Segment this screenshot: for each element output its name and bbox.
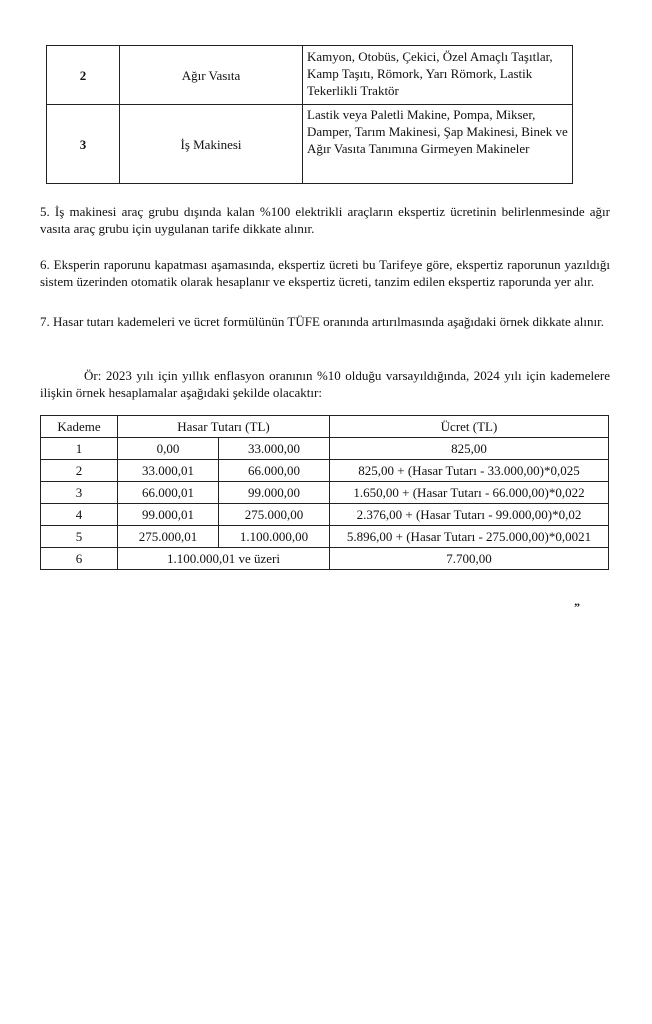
tier-min: 33.000,01 bbox=[118, 460, 219, 482]
tier-table bbox=[40, 415, 609, 570]
table-row bbox=[41, 438, 609, 460]
table-row bbox=[47, 46, 573, 105]
header-hasar-tutari: Hasar Tutarı (TL) bbox=[118, 416, 330, 438]
closing-quote-mark: ” bbox=[574, 600, 580, 614]
tier-kademe: 5 bbox=[41, 526, 118, 548]
tier-min: 275.000,01 bbox=[118, 526, 219, 548]
tier-fee: 825,00 bbox=[330, 438, 609, 460]
example-paragraph: Ör: 2023 yılı için yıllık enflasyon oranının %10 olduğu varsayıldığında, 2024 yılı için kademelere ilişkin örnek hesaplamalar aşağıdaki şekilde olacaktır: bbox=[40, 368, 610, 400]
table-row bbox=[41, 526, 609, 548]
tier-max: 33.000,00 bbox=[219, 438, 330, 460]
vehicle-group-table bbox=[46, 45, 573, 184]
tier-fee: 7.700,00 bbox=[330, 548, 609, 570]
tier-max: 99.000,00 bbox=[219, 482, 330, 504]
tier-range: 1.100.000,01 ve üzeri bbox=[118, 548, 330, 570]
tier-fee: 1.650,00 + (Hasar Tutarı - 66.000,00)*0,022 bbox=[330, 482, 609, 504]
tier-kademe: 2 bbox=[41, 460, 118, 482]
table-row bbox=[41, 504, 609, 526]
table-row bbox=[41, 548, 609, 570]
table-row bbox=[41, 460, 609, 482]
header-ucret: Ücret (TL) bbox=[330, 416, 609, 438]
paragraph-5: 5. İş makinesi araç grubu dışında kalan %100 elektrikli araçların ekspertiz ücretinin belirlenmesinde ağır vasıta araç grubu için uygulanan tarife dikkate alınır. bbox=[40, 204, 610, 236]
group-name: İş Makinesi bbox=[120, 105, 303, 184]
tier-kademe: 4 bbox=[41, 504, 118, 526]
group-description: Kamyon, Otobüs, Çekici, Özel Amaçlı Taşıtlar, Kamp Taşıtı, Römork, Yarı Römork, Lastik Tekerlikli Traktör bbox=[303, 46, 573, 105]
paragraph-6: 6. Eksperin raporunu kapatması aşamasında, ekspertiz ücreti bu Tarifeye göre, ekspertiz raporunun yazıldığı sistem üzerinden otomatik olarak hesaplanır ve ekspertiz ücreti, tanzim edilen ekspertiz raporunda yer alır. bbox=[40, 257, 610, 289]
tier-kademe: 6 bbox=[41, 548, 118, 570]
tier-fee: 2.376,00 + (Hasar Tutarı - 99.000,00)*0,02 bbox=[330, 504, 609, 526]
table-row bbox=[41, 482, 609, 504]
group-description: Lastik veya Paletli Makine, Pompa, Mikser, Damper, Tarım Makinesi, Şap Makinesi, Binek ve Ağır Vasıta Tanımına Girmeyen Makineler bbox=[303, 105, 573, 184]
tier-fee: 825,00 + (Hasar Tutarı - 33.000,00)*0,025 bbox=[330, 460, 609, 482]
table-row bbox=[47, 105, 573, 184]
tier-max: 275.000,00 bbox=[219, 504, 330, 526]
header-kademe: Kademe bbox=[41, 416, 118, 438]
tier-min: 66.000,01 bbox=[118, 482, 219, 504]
tier-max: 1.100.000,00 bbox=[219, 526, 330, 548]
tier-kademe: 3 bbox=[41, 482, 118, 504]
paragraph-7: 7. Hasar tutarı kademeleri ve ücret formülünün TÜFE oranında artırılmasında aşağıdaki örnek dikkate alınır. bbox=[40, 314, 604, 329]
group-number: 2 bbox=[47, 46, 120, 105]
group-number: 3 bbox=[47, 105, 120, 184]
tier-kademe: 1 bbox=[41, 438, 118, 460]
tier-min: 99.000,01 bbox=[118, 504, 219, 526]
table-header-row bbox=[41, 416, 609, 438]
tier-max: 66.000,00 bbox=[219, 460, 330, 482]
tier-min: 0,00 bbox=[118, 438, 219, 460]
tier-fee: 5.896,00 + (Hasar Tutarı - 275.000,00)*0,0021 bbox=[330, 526, 609, 548]
group-name: Ağır Vasıta bbox=[120, 46, 303, 105]
